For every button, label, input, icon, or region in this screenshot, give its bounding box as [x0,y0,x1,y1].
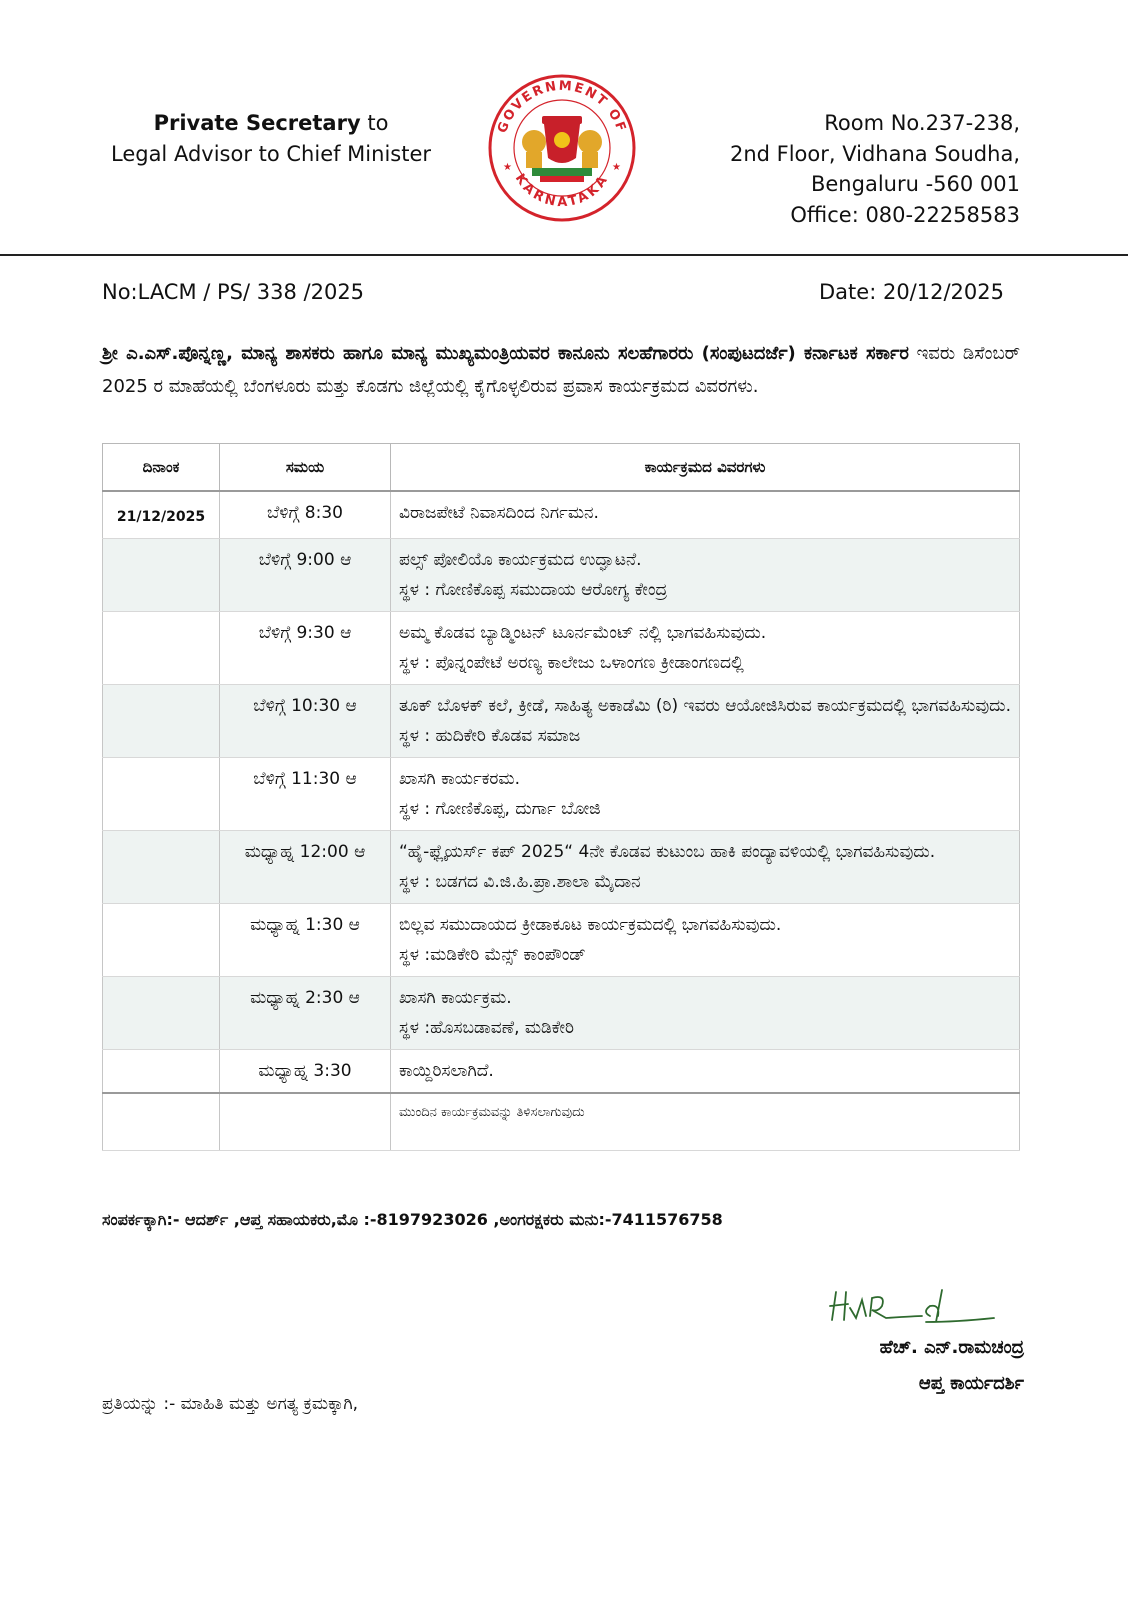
column-header-details: ಕಾರ್ಯಕ್ರಮದ ವಿವರಗಳು [391,444,1020,492]
row-details [391,491,1020,539]
reference-number: No:LACM / PS/ 338 /2025 [102,280,365,304]
table-row [103,491,1020,539]
intro-bold: ಶ್ರೀ ಎ.ಎಸ್.ಪೊನ್ನಣ್ಣ, ಮಾನ್ಯ ಶಾಸಕರು ಹಾಗೂ ಮಾನ್ಯ ಮುಖ್ಯಮಂತ್ರಿಯವರ ಕಾನೂನು ಸಲಹೆಗಾರರು (ಸಂಪುಟದರ್ಜೆ) ಕರ್ನಾಟಕ ಸರ್ಕಾರ [102,343,909,364]
detail-location: ಸ್ಥಳ : ಹುದಿಕೇರಿ ಕೊಡವ ಸಮಾಜ [399,726,581,746]
signature [826,1286,996,1328]
sender-block [96,108,446,170]
row-details [391,1050,1020,1094]
signatory-name: ಹೆಚ್. ಎನ್.ರಾಮಚಂದ್ರ [879,1337,1024,1358]
table-row [103,1050,1020,1094]
row-details [391,831,1020,904]
table-row [103,539,1020,612]
row-details [391,977,1020,1050]
copy-to: ಪ್ರತಿಯನ್ನು :- ಮಾಹಿತಿ ಮತ್ತು ಅಗತ್ಯ ಕ್ರಮಕ್ಕಾಗಿ, [102,1394,359,1414]
svg-text:GOVERNMENT OF: GOVERNMENT OF [495,78,629,136]
detail-line: ಕಾಯ್ದಿರಿಸಲಾಗಿದೆ. [399,1061,494,1081]
row-time: ಮಧ್ಯಾಹ್ನ 12:00 ಆ [220,831,391,904]
detail-line: ಖಾಸಗಿ ಕಾರ್ಯಕರಮ. [399,769,520,789]
office-phone: Office: 080-22258583 [790,202,1020,227]
table-header-row [103,444,1020,492]
detail-line: ಅಮ್ಮ ಕೊಡವ ಬ್ಯಾಡ್ಮಿಂಟನ್ ಟೂರ್ನಮೆಂಟ್ ನಲ್ಲಿ ಭಾಗವಹಿಸುವುದು. [399,623,767,643]
detail-location: ಸ್ಥಳ :ಮಡಿಕೇರಿ ಮೆನ್ಸ್ ಕಾಂಪೌಂಡ್ [399,945,586,965]
detail-line: “ಹೈ-ಫ್ಲೈಯರ್ಸ್ ಕಪ್ 2025“ 4ನೇ ಕೊಡವ ಕುಟುಂಬ ಹಾಕಿ ಪಂದ್ಯಾವಳಿಯಲ್ಲಿ ಭಾಗವಹಿಸುವುದು. [399,842,936,862]
sender-line-1 [96,108,446,139]
row-time: ಬೆಳಿಗ್ಗೆ 9:30 ಆ [220,612,391,685]
row-date [103,539,220,612]
row-date [103,758,220,831]
address-line: Bengaluru -560 001 [810,172,1020,196]
detail-location: ಸ್ಥಳ : ಗೋಣಿಕೊಪ್ಪ, ದುರ್ಗಾ ಬೋಜಿ [399,799,601,819]
row-details [391,612,1020,685]
table-row [103,685,1020,758]
column-header-date: ದಿನಾಂಕ [103,444,220,492]
row-date [103,685,220,758]
row-time: ಮಧ್ಯಾಹ್ನ 1:30 ಆ [220,904,391,977]
detail-line: ಪಲ್ಸ್ ಪೋಲಿಯೊ ಕಾರ್ಯಕ್ರಮದ ಉದ್ಘಾಟನೆ. [399,550,642,570]
letter-date: Date: 20/12/2025 [819,280,1004,304]
footer-empty-time [220,1093,391,1151]
intro-paragraph [102,337,1020,403]
detail-line: ಖಾಸಗಿ ಕಾರ್ಯಕ್ರಮ. [399,988,512,1008]
table-row [103,758,1020,831]
table-footer-row [103,1093,1020,1151]
row-date [103,831,220,904]
table-row [103,831,1020,904]
row-time: ಬೆಳಿಗ್ಗೆ 8:30 [220,491,391,539]
sender-title: Private Secretary [153,111,361,135]
signatory-block [880,1330,1024,1402]
row-details [391,685,1020,758]
row-time: ಮಧ್ಯಾಹ್ನ 2:30 ಆ [220,977,391,1050]
row-date [103,977,220,1050]
svg-text:KARNATAKA: KARNATAKA [511,171,613,211]
intro-rest: ಇವರು ಡಿಸೆಂಬರ್ 2025 ರ ಮಾಹೆಯಲ್ಲಿ ಬೆಂಗಳೂರು ಮತ್ತು ಕೊಡಗು ಜಿಲ್ಲೆಯಲ್ಲಿ ಕೈಗೊಳ್ಳಲಿರುವ ಪ್ರವಾಸ ಕಾರ್ಯಕ್ರಮದ ವಿವರಗಳು. [102,343,1020,397]
row-time: ಮಧ್ಯಾಹ್ನ 3:30 [220,1050,391,1094]
schedule-table [102,443,1020,1151]
signatory-title: ಆಪ್ತ ಕಾರ್ಯದರ್ಶಿ [918,1373,1024,1394]
detail-location: ಸ್ಥಳ :ಹೊಸಬಡಾವಣೆ, ಮಡಿಕೇರಿ [399,1018,574,1038]
svg-text:★: ★ [503,162,512,173]
table-row [103,977,1020,1050]
detail-line: ವಿರಾಜಪೇಟೆ ನಿವಾಸದಿಂದ ನಿರ್ಗಮನ. [399,503,599,523]
karnataka-emblem-logo [486,72,638,224]
sender-line-2: Legal Advisor to Chief Minister [110,142,432,166]
row-date [103,904,220,977]
column-header-time: ಸಮಯ [220,444,391,492]
table-row [103,612,1020,685]
table-row [103,904,1020,977]
footer-note: ಮುಂದಿನ ಕಾರ್ಯಕ್ರಮವನ್ನು ತಿಳಿಸಲಾಗುವುದು [391,1093,1020,1151]
row-date: 21/12/2025 [103,491,220,539]
row-time: ಬೆಳಿಗ್ಗೆ 11:30 ಆ [220,758,391,831]
detail-location: ಸ್ಥಳ : ಬಡಗದ ವಿ.ಜಿ.ಹಿ.ಪ್ರಾ.ಶಾಲಾ ಮೈದಾನ [399,872,641,892]
row-time: ಬೆಳಿಗ್ಗೆ 9:00 ಆ [220,539,391,612]
row-details [391,758,1020,831]
row-details [391,539,1020,612]
row-details [391,904,1020,977]
detail-line: ಬಿಲ್ಲವ ಸಮುದಾಯದ ಕ್ರೀಡಾಕೂಟ ಕಾರ್ಯಕ್ರಮದಲ್ಲಿ ಭಾಗವಹಿಸುವುದು. [399,915,782,935]
address-line: 2nd Floor, Vidhana Soudha, [729,141,1020,166]
address-line: Room No.237-238, [824,111,1020,135]
sender-title-suffix: to [360,111,389,135]
detail-location: ಸ್ಥಳ : ಪೊನ್ನಂಪೇಟೆ ಅರಣ್ಯ ಕಾಲೇಜು ಒಳಾಂಗಣ ಕ್ರೀಡಾಂಗಣದಲ್ಲಿ [399,653,744,673]
office-address [730,108,1020,230]
detail-location: ಸ್ಥಳ : ಗೋಣಿಕೊಪ್ಪ ಸಮುದಾಯ ಆರೋಗ್ಯ ಕೇಂದ್ರ [399,580,668,600]
svg-text:★: ★ [612,162,621,173]
row-date [103,1050,220,1094]
footer-empty-date [103,1093,220,1151]
row-time: ಬೆಳಿಗ್ಗೆ 10:30 ಆ [220,685,391,758]
row-date [103,612,220,685]
contact-line: ಸಂಪರ್ಕಕ್ಕಾಗಿ:- ಆದರ್ಶ್ ,ಆಪ್ತ ಸಹಾಯಕರು,ಮೊ :-8197923026 ,ಅಂಗರಕ್ಷಕರು ಮನು:-7411576758 [102,1210,723,1229]
detail-line: ತೂಕ್ ಬೊಳಕ್ ಕಲೆ, ಕ್ರೀಡೆ, ಸಾಹಿತ್ಯ ಅಕಾಡೆಮಿ (ರಿ) ಇವರು ಆಯೋಜಿಸಿರುವ ಕಾರ್ಯಕ್ರಮದಲ್ಲಿ ಭಾಗವಹಿಸುವುದು. [399,696,1011,716]
header-divider [0,254,1128,256]
